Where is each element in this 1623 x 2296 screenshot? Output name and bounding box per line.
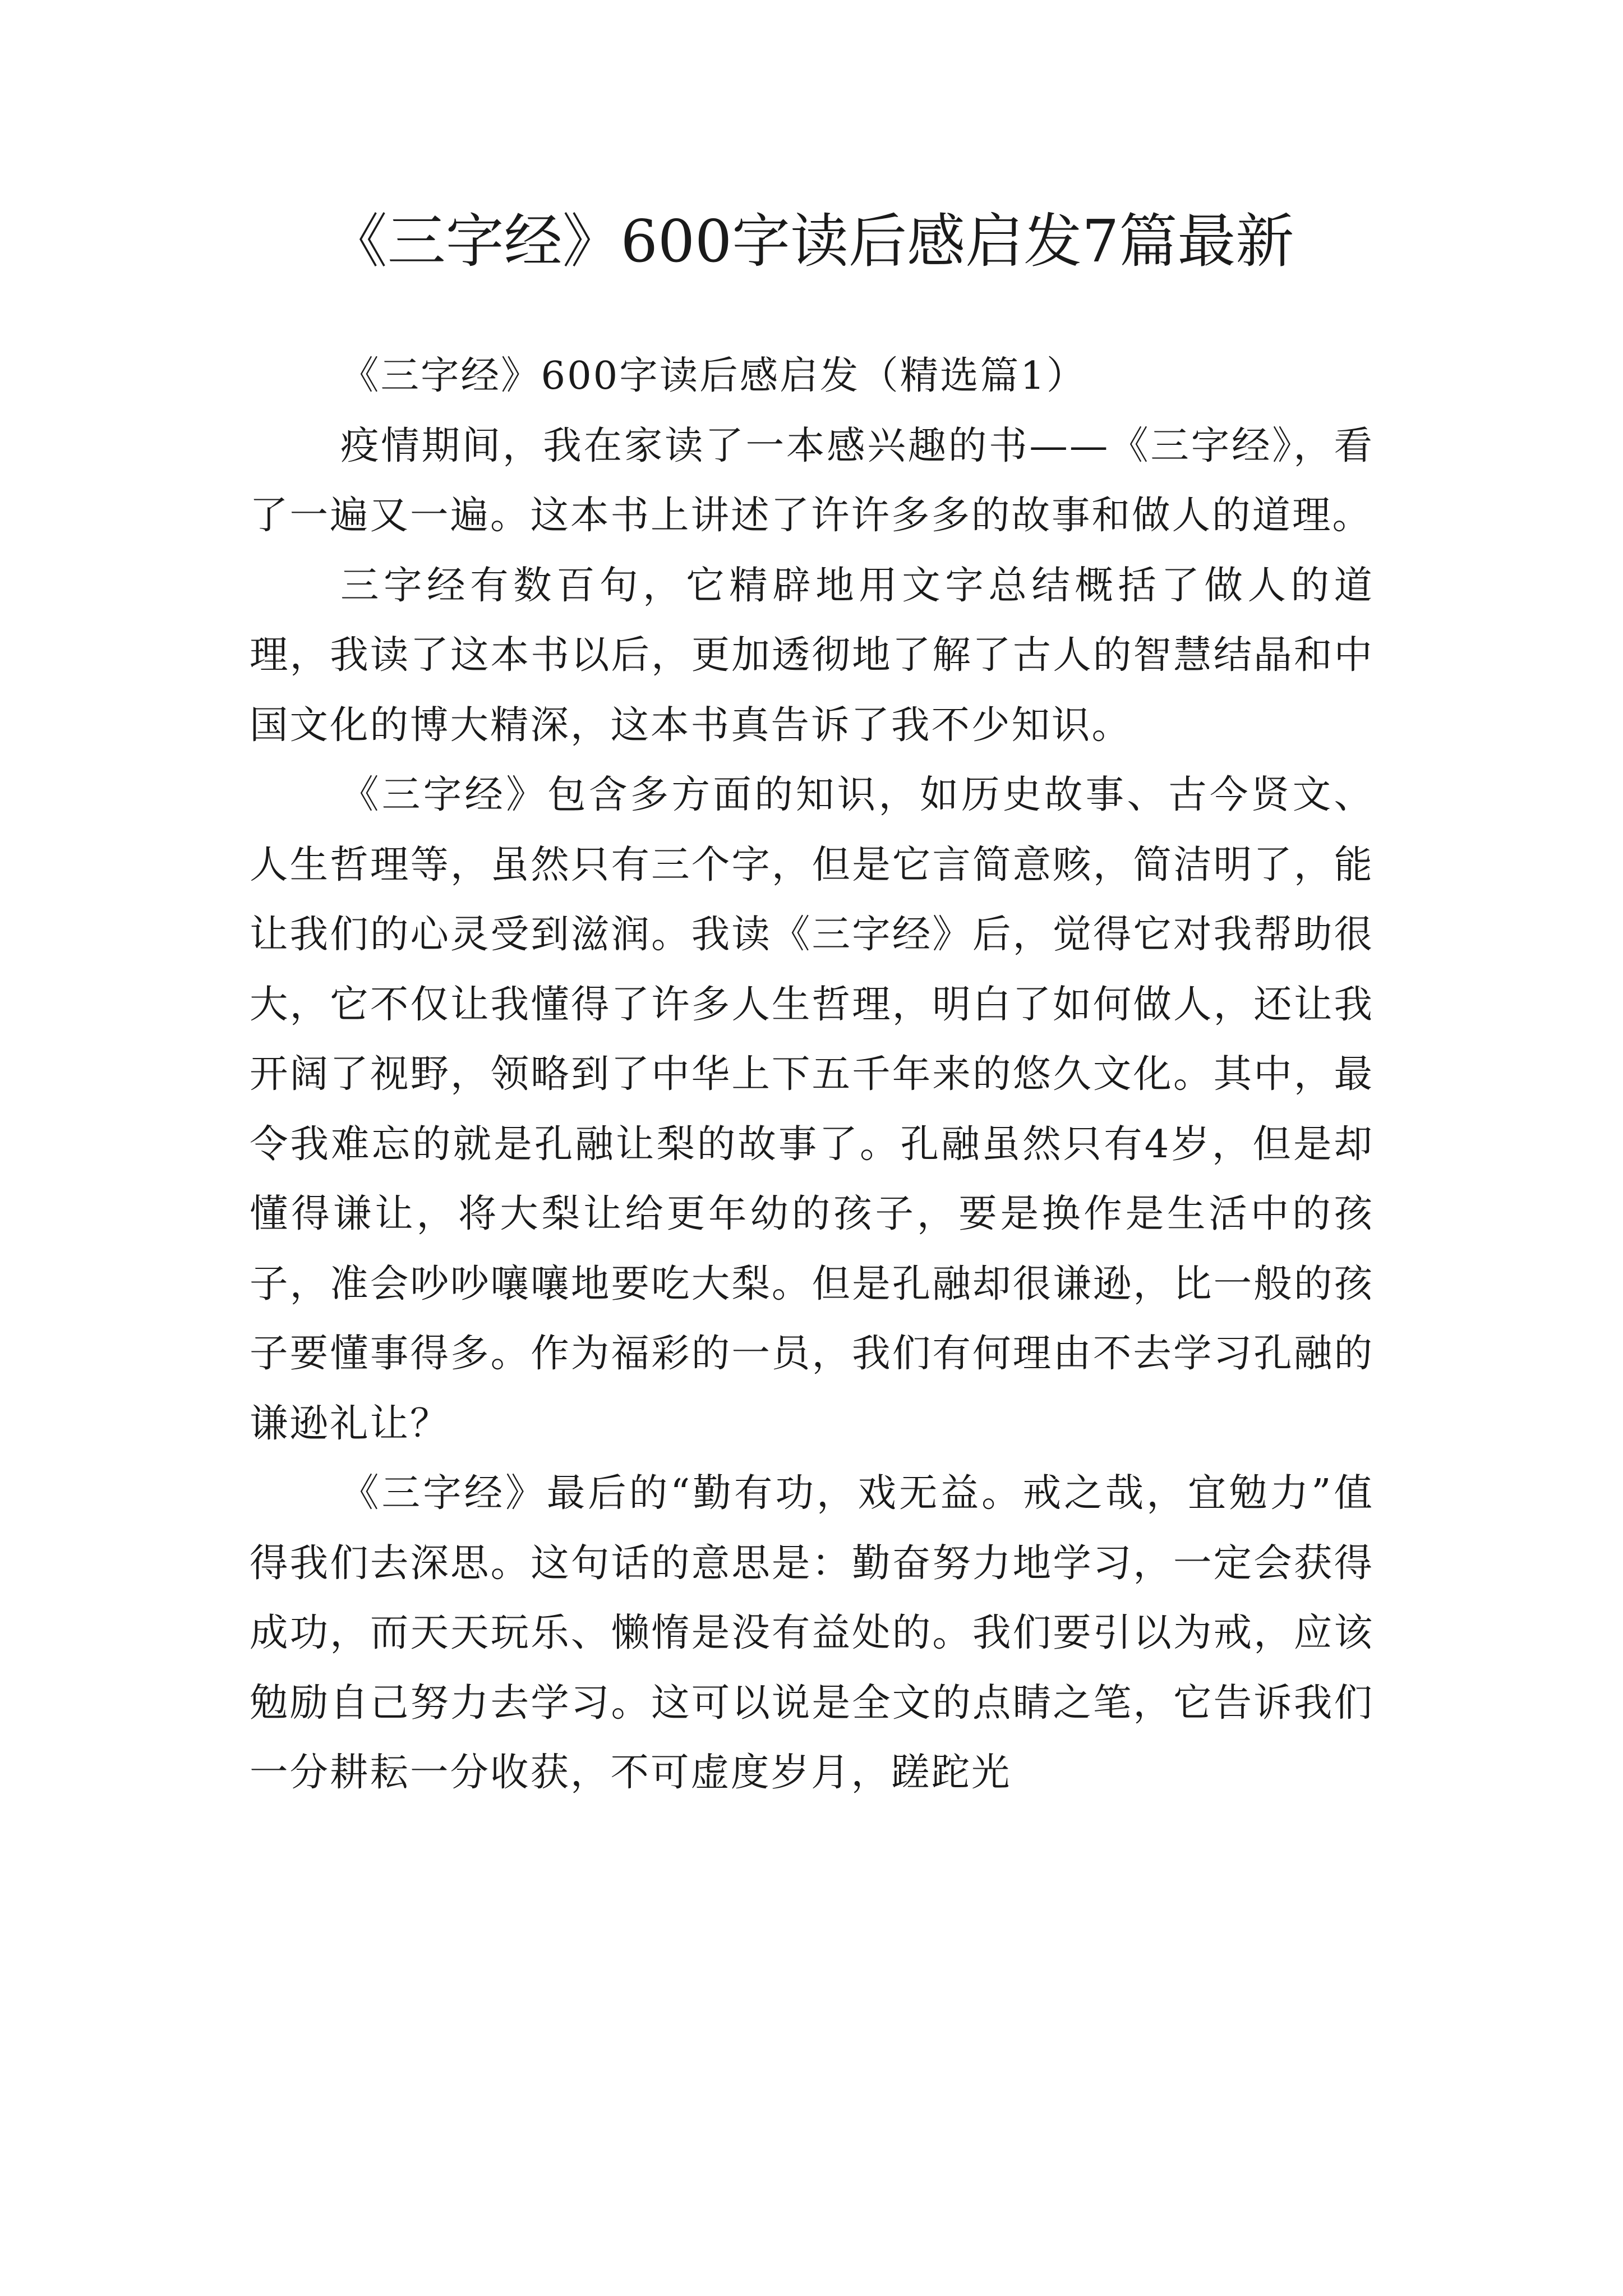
document-body (250, 341, 1374, 1808)
section-heading: 《三字经》600字读后感启发（精选篇1） (340, 353, 1087, 398)
paragraph-2: 三字经有数百句，它精辟地用文字总结概括了做人的道理，我读了这本书以后，更加透彻地了解了古人的智慧结晶和中国文化的博大精深，这本书真告诉了我不少知识。 (250, 563, 1374, 748)
paragraph-3: 《三字经》包含多方面的知识，如历史故事、古今贤文、人生哲理等，虽然只有三个字，但是它言简意赅，简洁明了，能让我们的心灵受到滋润。我读《三字经》后，觉得它对我帮助很大，它不仅让我懂得了许多人生哲理，明白了如何做人，还让我开阔了视野，领略到了中华上下五千年来的悠久文化。其中，最令我难忘的就是孔融让梨的故事了。孔融虽然只有4岁，但是却懂得谦让，将大梨让给更年幼的孩子，要是换作是生活中的孩子，准会吵吵嚷嚷地要吃大梨。但是孔融却很谦逊，比一般的孩子要懂事得多。作为福彩的一员，我们有何理由不去学习孔融的谦逊礼让？ (250, 772, 1374, 1446)
paragraph-4: 《三字经》最后的“勤有功，戏无益。戒之哉，宜勉力”值得我们去深思。这句话的意思是：勤奋努力地学习，一定会获得成功，而天天玩乐、懒惰是没有益处的。我们要引以为戒，应该勉励自己努力去学习。这可以说是全文的点睛之笔，它告诉我们一分耕耘一分收获，不可虚度岁月，蹉跎光 (250, 1471, 1374, 1795)
document-title: 《三字经》600字读后感启发7篇最新 (329, 207, 1294, 275)
paragraph-1: 疫情期间，我在家读了一本感兴趣的书——《三字经》，看了一遍又一遍。这本书上讲述了许许多多的故事和做人的道理。 (250, 423, 1374, 538)
